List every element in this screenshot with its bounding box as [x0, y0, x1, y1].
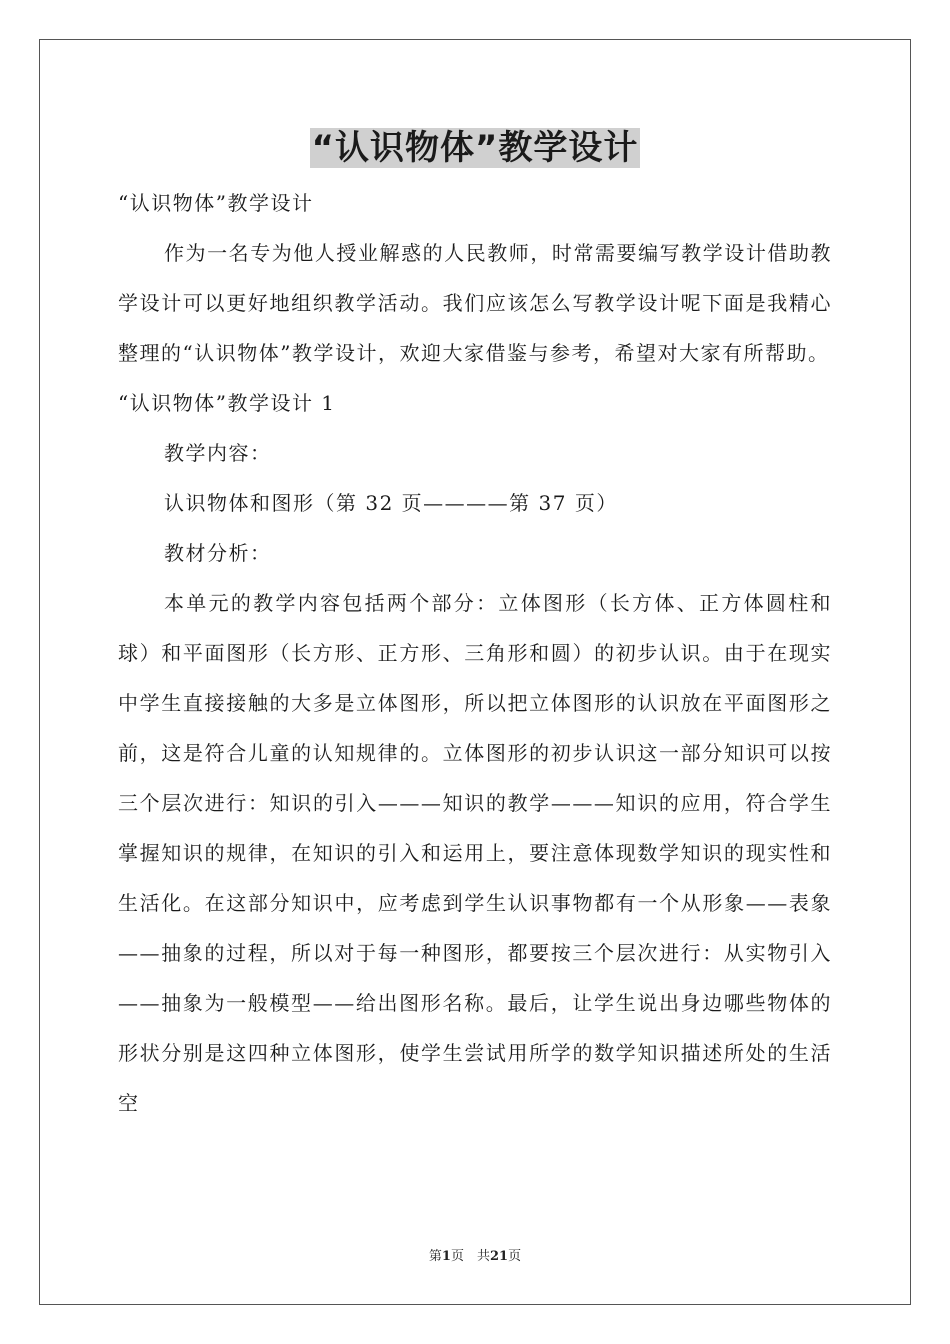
footer-prefix: 第: [428, 1249, 442, 1264]
total-pages-number: 21: [489, 1249, 509, 1264]
document-body: [118, 178, 832, 1128]
title-container: [0, 128, 950, 168]
document-title: “认识物体”教学设计: [311, 128, 639, 168]
footer-suffix: 页: [508, 1249, 522, 1264]
footer-mid: 页 共: [450, 1249, 490, 1264]
teaching-content-label: 教学内容：: [164, 441, 272, 465]
analysis-paragraph: 本单元的教学内容包括两个部分：立体图形（长方体、正方体圆柱和球）和平面图形（长方形、正方形、三角形和圆）的初步认识。由于在现实中学生直接接触的大多是立体图形，所以把立体图形的认识放在平面图形之前，这是符合儿童的认知规律的。立体图形的初步认识这一部分知识可以按三个层次进行：知识的引入———知识的教学———知识的应用，符合学生掌握知识的规律，在知识的引入和运用上，要注意体现数学知识的现实性和生活化。在这部分知识中，应考虑到学生认识事物都有一个从形象——表象——抽象的过程，所以对于每一种图形，都要按三个层次进行：从实物引入——抽象为一般模型——给出图形名称。最后，让学生说出身边哪些物体的形状分别是这四种立体图形，使学生尝试用所学的数学知识描述所处的生活空: [118, 591, 832, 1115]
material-analysis-label: 教材分析：: [164, 541, 272, 565]
intro-paragraph: 作为一名专为他人授业解惑的人民教师，时常需要编写教学设计借助教学设计可以更好地组织教学活动。我们应该怎么写教学设计呢下面是我精心整理的“认识物体”教学设计，欢迎大家借鉴与参考，希望对大家有所帮助。: [118, 241, 832, 365]
document-subtitle: “认识物体”教学设计: [118, 191, 314, 215]
section-heading: “认识物体”教学设计 1: [118, 391, 336, 415]
page-footer: [0, 1248, 950, 1266]
teaching-content: 认识物体和图形（第 32 页————第 37 页）: [164, 491, 618, 515]
current-page-number: 1: [441, 1249, 451, 1264]
